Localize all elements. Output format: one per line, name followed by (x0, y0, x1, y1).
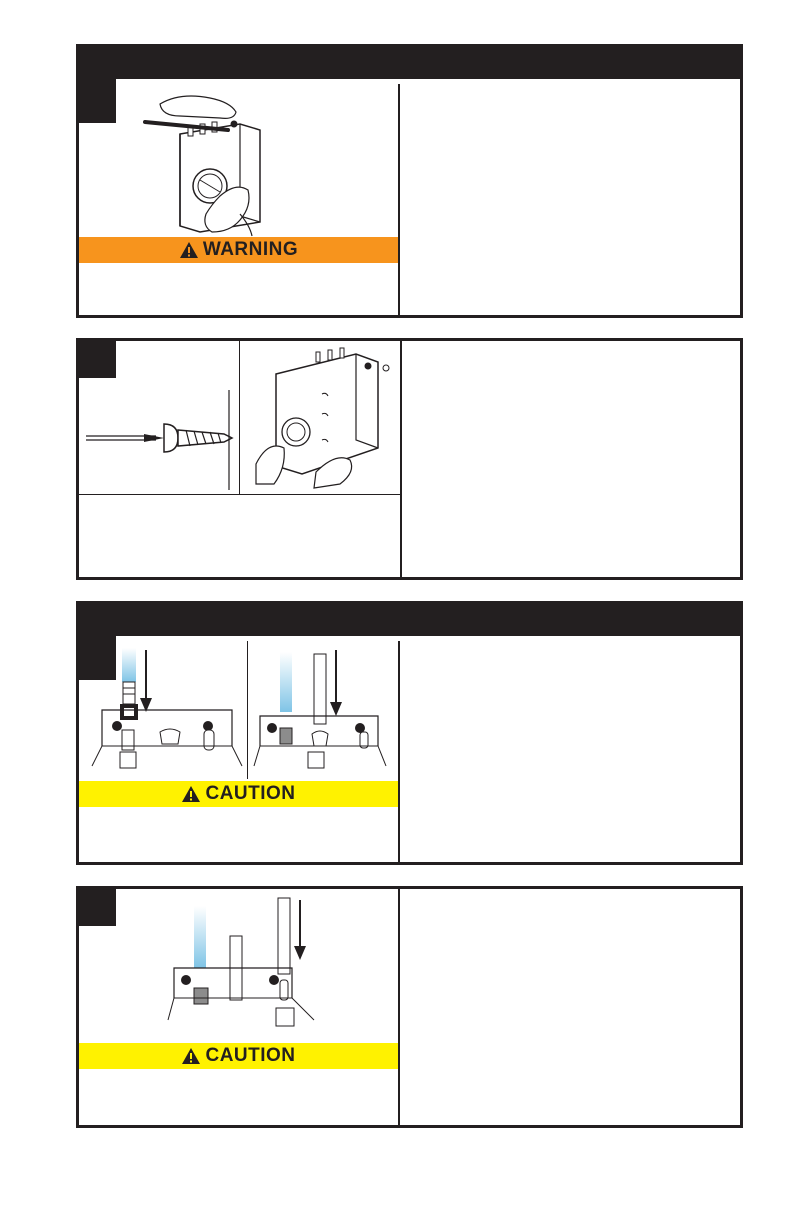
step-a-illustration (140, 86, 380, 236)
step-d-caution-band (79, 1043, 398, 1069)
step-b-mount-illustration (246, 344, 396, 490)
step-a-divider (398, 84, 400, 316)
step-c-left-illustration (92, 648, 242, 776)
caution-label: CAUTION (205, 1045, 296, 1066)
step-c-main-divider (398, 641, 400, 863)
step-d-illustration (168, 896, 328, 1036)
caution-label: CAUTION (205, 783, 296, 804)
step-c-image-divider (247, 641, 248, 779)
step-d-main-divider (398, 888, 400, 1126)
step-d-number-tab (76, 886, 116, 926)
step-b-screw-illustration (86, 390, 236, 490)
warning-triangle-icon (179, 241, 199, 259)
step-c-caution-band (79, 781, 398, 807)
step-b-image-underline (79, 494, 400, 495)
warning-triangle-icon (181, 785, 201, 803)
step-a-number-tab (76, 76, 116, 123)
warning-triangle-icon (181, 1047, 201, 1065)
step-b-main-divider (400, 340, 402, 578)
step-b-number-tab (76, 338, 116, 378)
step-c-right-illustration (254, 648, 394, 776)
warning-label: WARNING (202, 239, 299, 260)
step-a-warning-band (79, 237, 398, 263)
step-b-image-divider (239, 340, 240, 494)
